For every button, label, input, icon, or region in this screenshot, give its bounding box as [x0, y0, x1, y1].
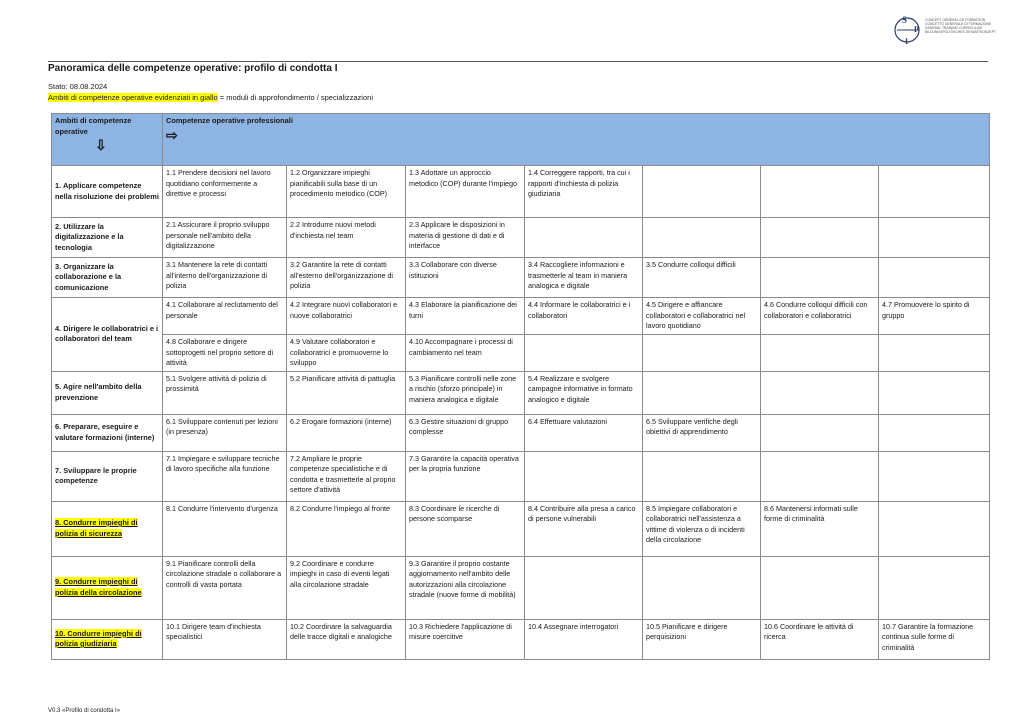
domain-label: [52, 166, 163, 218]
table-row: [52, 166, 990, 218]
competence-cell: 9.2 Coordinare e condurre impieghi in caso di eventi legati alla circolazione stradale: [287, 556, 406, 619]
competence-cell: [643, 218, 761, 258]
competence-cell: 7.1 Impiegare e sviluppare tecniche di lavoro specifiche alla funzione: [163, 451, 287, 501]
competence-cell: [761, 166, 879, 218]
competence-cell: 2.1 Assicurare il proprio sviluppo personale nell'ambito della digitalizzazione: [163, 218, 287, 258]
status-date: Stato: 08.08.2024: [48, 82, 108, 91]
competence-cell: 6.1 Sviluppare contenuti per lezioni (in presenza): [163, 414, 287, 451]
domain-label: [52, 619, 163, 659]
footer-version: V0.3 «Profilo di condotta I»: [48, 708, 121, 714]
domain-label-text: 7. Sviluppare le proprie competenze: [55, 465, 137, 485]
domain-label: [52, 556, 163, 619]
competence-cell: [643, 371, 761, 414]
competence-cell: 3.1 Mantenere la rete di contatti all'interno dell'organizzazione di polizia: [163, 258, 287, 298]
col-header-domains: Ambiti di competenze operative ⇩: [52, 114, 163, 166]
table-row: [52, 371, 990, 414]
competence-cell: 6.5 Sviluppare verifiche degli obiettivi di apprendimento: [643, 414, 761, 451]
domain-label-text: 6. Preparare, eseguire e valutare formazioni (interne): [55, 422, 155, 442]
competence-cell: 4.5 Dirigere e affiancare collaboratori e collaboratrici nel lavoro quotidiano: [643, 298, 761, 335]
table-row: [52, 414, 990, 451]
competence-cell: [643, 556, 761, 619]
competence-cell: 10.6 Coordinare le attività di ricerca: [761, 619, 879, 659]
table-row: [52, 619, 990, 659]
table-row: [52, 218, 990, 258]
competence-cell: 10.1 Dirigere team d'inchiesta specialistici: [163, 619, 287, 659]
competence-cell: 9.3 Garantire il proprio costante aggiornamento nell'ambito delle autorizzazioni alla circolazione stradale (nuove forme di mobilità): [406, 556, 525, 619]
competence-cell: [525, 451, 643, 501]
arrow-right-icon: ⇨: [166, 126, 178, 143]
domain-label-text: 10. Condurre impieghi di polizia giudiziaria: [55, 628, 142, 648]
competence-cell: [761, 335, 879, 372]
svg-text:I: I: [905, 37, 909, 46]
competence-cell: 3.3 Collaborare con diverse istituzioni: [406, 258, 525, 298]
competence-cell: [879, 258, 990, 298]
domain-label: [52, 371, 163, 414]
competence-cell: 8.5 Impiegare collaboratori e collaboratrici nell'assistenza a vittime di violenza o di incidenti della circolazione: [643, 501, 761, 556]
competence-cell: 8.2 Condurre l'impiego al fronte: [287, 501, 406, 556]
competence-cell: [761, 556, 879, 619]
competence-cell: 6.2 Erogare formazioni (interne): [287, 414, 406, 451]
competence-cell: 5.1 Svolgere attività di polizia di prossimità: [163, 371, 287, 414]
competence-cell: 4.2 Integrare nuovi collaboratori e nuove collaboratrici: [287, 298, 406, 335]
domain-label-text: 9. Condurre impieghi di polizia della circolazione: [55, 577, 142, 597]
domain-label-text: 1. Applicare competenze nella risoluzione dei problemi: [55, 181, 159, 201]
competence-cell: [643, 335, 761, 372]
competence-cell: [761, 451, 879, 501]
table-row: [52, 556, 990, 619]
table-row: [52, 298, 990, 335]
competence-cell: 1.3 Adottare un approccio metodico (COP) durante l'impiego: [406, 166, 525, 218]
competence-cell: 4.10 Accompagnare i processi di cambiamento nel team: [406, 335, 525, 372]
competence-cell: 8.6 Mantenersi informati sulle forme di criminalità: [761, 501, 879, 556]
competence-cell: 7.2 Ampliare le proprie competenze specialistiche e di condotta e trasmetterle al proprio settore d'attività: [287, 451, 406, 501]
competence-cell: 5.4 Realizzare e svolgere campagne informative in formato analogico e digitale: [525, 371, 643, 414]
logo-text: CONCEPT GÉNÉRAL DE FORMATION CONCETTO GENERALE DI FORMAZIONE GENERAL TRAINING CURRICULUM BILDUNGSPOLITISCHES GESAMTKONZEPT: [925, 18, 997, 34]
competence-cell: 8.1 Condurre l'intervento d'urgenza: [163, 501, 287, 556]
legend-text: = moduli di approfondimento / specializzazioni: [217, 93, 373, 102]
competence-cell: [761, 371, 879, 414]
competence-cell: [879, 451, 990, 501]
competence-cell: [879, 556, 990, 619]
logo: [893, 10, 1013, 54]
competence-cell: [761, 414, 879, 451]
competence-cell: 3.2 Garantire la rete di contatti all'esterno dell'organizzazione di polizia: [287, 258, 406, 298]
competence-cell: 10.2 Coordinare la salvaguardia delle tracce digitali e analogiche: [287, 619, 406, 659]
domain-label-text: 4. Dirigere le collaboratrici e i collaboratori del team: [55, 323, 159, 344]
table-row: [52, 501, 990, 556]
competence-cell: 10.5 Pianificare e dirigere perquisizioni: [643, 619, 761, 659]
competence-cell: 10.3 Richiedere l'applicazione di misure coercitive: [406, 619, 525, 659]
competence-cell: 4.3 Elaborare la pianificazione dei turni: [406, 298, 525, 335]
col-header-competences: Competenze operative professionali ⇨: [163, 114, 990, 166]
domain-label-text: 3. Organizzare la collaborazione e la comunicazione: [55, 261, 122, 292]
competence-cell: 4.6 Condurre colloqui difficili con collaboratori e collaboratrici: [761, 298, 879, 335]
competence-cell: 2.2 Introdurre nuovi metodi d'inchiesta nel team: [287, 218, 406, 258]
competence-cell: 10.4 Assegnare interrogatori: [525, 619, 643, 659]
domain-label: [52, 501, 163, 556]
table-row: [52, 335, 990, 372]
competence-cell: [643, 451, 761, 501]
competence-cell: [525, 218, 643, 258]
competence-cell: 8.4 Contribuire alla presa a carico di persone vulnerabili: [525, 501, 643, 556]
competence-cell: [879, 371, 990, 414]
domain-label: [52, 451, 163, 501]
competence-cell: 3.5 Condurre colloqui difficili: [643, 258, 761, 298]
competence-cell: [879, 414, 990, 451]
competence-cell: [525, 335, 643, 372]
competence-cell: 5.2 Pianificare attività di pattuglia: [287, 371, 406, 414]
svg-text:S: S: [902, 15, 908, 25]
svg-text:P: P: [914, 25, 919, 34]
competence-cell: 9.1 Pianificare controlli della circolazione stradale o collaborare a controlli di vasta portata: [163, 556, 287, 619]
header-row: [52, 114, 990, 166]
sip-emblem-icon: [893, 10, 923, 50]
competence-cell: [879, 501, 990, 556]
competence-cell: 7.3 Garantire la capacità operativa per la propria funzione: [406, 451, 525, 501]
competence-cell: [643, 166, 761, 218]
competence-cell: [879, 218, 990, 258]
legend-highlight: Ambiti di competenze operative evidenziati in giallo: [48, 93, 218, 102]
competence-cell: 1.4 Correggere rapporti, tra cui i rapporti d'inchiesta di polizia giudiziaria: [525, 166, 643, 218]
domain-label-text: 2. Utilizzare la digitalizzazione e la tecnologia: [55, 221, 124, 252]
table-row: [52, 451, 990, 501]
domain-label-text: 8. Condurre impieghi di polizia di sicurezza: [55, 518, 138, 538]
competence-cell: 6.3 Gestire situazioni di gruppo complesse: [406, 414, 525, 451]
competence-cell: 4.8 Collaborare e dirigere sottoprogetti nel proprio settore di attività: [163, 335, 287, 372]
domain-label: [52, 414, 163, 451]
competence-cell: 4.9 Valutare collaboratori e collaboratrici e promuoverne lo sviluppo: [287, 335, 406, 372]
competence-cell: 4.1 Collaborare al reclutamento del personale: [163, 298, 287, 335]
legend: [48, 93, 373, 102]
competence-cell: 8.3 Coordinare le ricerche di persone scomparse: [406, 501, 525, 556]
competence-cell: 1.2 Organizzare impieghi pianificabili sulla base di un procedimento metodico (COP): [287, 166, 406, 218]
competence-cell: 1.1 Prendere decisioni nel lavoro quotidiano conformemente a direttive e processi: [163, 166, 287, 218]
competence-cell: 3.4 Raccogliere informazioni e trasmetterle al team in maniera analogica e digitale: [525, 258, 643, 298]
competence-cell: 6.4 Effettuare valutazioni: [525, 414, 643, 451]
domain-label-text: 5. Agire nell'ambito della prevenzione: [55, 382, 142, 402]
domain-label: [52, 258, 163, 298]
competence-cell: 5.3 Pianificare controlli nelle zone a rischio (sforzo principale) in maniera analogica e digitale: [406, 371, 525, 414]
domain-label: [52, 218, 163, 258]
arrow-down-icon: ⇩: [95, 137, 107, 153]
competence-cell: [761, 258, 879, 298]
competence-cell: [761, 218, 879, 258]
competence-matrix: [51, 113, 990, 660]
domain-label: [52, 298, 163, 372]
competence-cell: 4.7 Promuovere lo spirito di gruppo: [879, 298, 990, 335]
header-rule: [48, 61, 988, 62]
competence-cell: [879, 335, 990, 372]
competence-cell: 4.4 Informare le collaboratrici e i collaboratori: [525, 298, 643, 335]
competence-cell: [525, 556, 643, 619]
competence-cell: 2.3 Applicare le disposizioni in materia di gestione di dati e di interfacce: [406, 218, 525, 258]
table-row: [52, 258, 990, 298]
competence-cell: 10.7 Garantire la formazione continua sulle forme di criminalità: [879, 619, 990, 659]
competence-cell: [879, 166, 990, 218]
page-title: Panoramica delle competenze operative: profilo di condotta I: [48, 63, 338, 74]
